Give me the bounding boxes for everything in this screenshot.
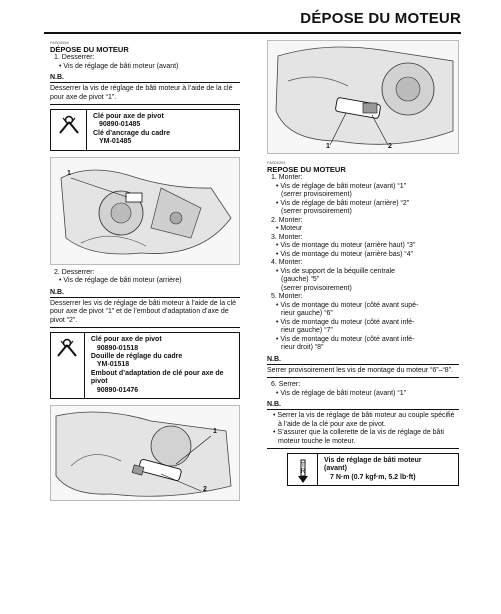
- engine-mount-front-illustration: [50, 157, 240, 265]
- note-text: Desserrer les vis de réglage de bâti moteur à l’aide de la clé pour axe de pivot “1” et de l’embout d’adaptation d’axe de pivot “2”.: [50, 299, 236, 324]
- note-label: N.B.: [50, 288, 240, 298]
- step-1: 1. Monter:: [271, 174, 303, 181]
- engine-installation-illustration: [267, 40, 459, 154]
- section-code: FAS00261: [267, 160, 286, 165]
- torque-item: Vis de réglage de bâti moteur: [324, 457, 422, 464]
- step-bullet-continued: (serrer provisoirement): [281, 284, 352, 292]
- torque-item: (avant): [324, 465, 347, 473]
- step-6: 6. Serrer:: [271, 381, 301, 388]
- note-text: Serrer provisoirement les vis de montage du moteur “6”–“8”.: [267, 366, 453, 374]
- callout-1: 1: [213, 427, 217, 435]
- tool-icon: [51, 110, 87, 150]
- step-1-bullet: • Vis de réglage de bâti moteur (avant): [59, 62, 179, 70]
- torque-value: 7 N·m (0.7 kgf·m, 5.2 lb·ft): [330, 473, 416, 481]
- note-label: N.B.: [267, 355, 459, 365]
- tool-name: Clé d’ancrage du cadre: [93, 129, 171, 137]
- tool-number: 90890-01518: [96, 344, 139, 352]
- special-tool-box: [50, 332, 240, 399]
- step-2: 2. Monter:: [271, 216, 303, 224]
- step-bullet: • Vis de montage du moteur (arrière bas) “4”: [276, 250, 413, 258]
- tool-icon: [51, 333, 85, 398]
- tool-number: 90890-01476: [96, 386, 139, 394]
- tool-number: 90890-01485: [99, 121, 141, 129]
- step-bullet-continued: rieur droit) “8”: [281, 344, 324, 351]
- tool-name: Embout d’adaptation de clé pour axe de pivot: [90, 369, 224, 386]
- step-bullet-continued: (gauche) “5”: [281, 276, 320, 283]
- section-heading-removal: DÉPOSE DU MOTEUR: [50, 45, 129, 54]
- step-bullet: • Vis de montage du moteur (côté avant infé-: [276, 335, 415, 343]
- step-bullet-continued: rieur gauche) “7”: [281, 327, 333, 334]
- callout-1: 1: [67, 169, 71, 177]
- svg-text:T: T: [300, 463, 305, 469]
- tool-name: Douille de réglage du cadre: [90, 352, 183, 360]
- note-end-rule: [267, 377, 459, 378]
- tool-name: Clé pour axe de pivot: [90, 336, 162, 344]
- step-5: 5. Monter:: [271, 293, 303, 300]
- note-label: N.B.: [50, 73, 240, 83]
- tool-name: Clé pour axe de pivot: [93, 113, 164, 120]
- page-title: DÉPOSE DU MOTEUR: [300, 10, 461, 27]
- step-bullet-continued: (serrer provisoirement): [281, 191, 352, 198]
- step-bullet: • Vis de réglage de bâti moteur (avant) “1”: [276, 389, 406, 397]
- callout-1: 1: [326, 143, 330, 150]
- step-bullet: • Vis de montage du moteur (côté avant supé-: [276, 301, 419, 309]
- step-bullet: • Vis de réglage de bâti moteur (avant) “1”: [276, 182, 406, 190]
- step-2-bullet: • Vis de réglage de bâti moteur (arrière): [59, 277, 182, 285]
- torque-wrench-icon: [288, 454, 318, 485]
- step-bullet-continued: rieur gauche) “6”: [281, 310, 333, 317]
- torque-spec: [318, 454, 428, 485]
- note-end-rule: [267, 448, 459, 449]
- tool-list: [85, 333, 239, 398]
- step-2: 2. Desserrer:: [54, 268, 95, 276]
- special-tool-box: [50, 109, 240, 151]
- note-bullet: • S’assurer que la collerette de la vis de réglage de bâti moteur touche le moteur.: [273, 429, 444, 445]
- tool-number: YM-01485: [99, 138, 132, 146]
- note-end-rule: [50, 327, 240, 328]
- step-bullet: • Vis de réglage de bâti moteur (arrière) “2”: [276, 199, 410, 207]
- step-bullet: • Vis de montage du moteur (arrière haut) “3”: [276, 242, 416, 249]
- engine-mount-rear-illustration: [50, 405, 240, 501]
- step-1: 1. Desserrer:: [54, 54, 95, 61]
- step-3: 3. Monter:: [271, 233, 303, 241]
- title-rule: [44, 32, 461, 34]
- step-4: 4. Monter:: [271, 259, 303, 266]
- note-bullet: • Serrer la vis de réglage de bâti moteur au couple spécifié à l’aide de la clé pour axe de pivot.: [273, 412, 455, 428]
- step-bullet: • Moteur: [276, 225, 303, 232]
- section-code: FAS00058: [50, 40, 69, 45]
- callout-2: 2: [388, 143, 392, 150]
- step-bullet: • Vis de support de la béquille centrale: [276, 267, 396, 275]
- section-heading-installation: REPOSE DU MOTEUR: [267, 165, 346, 174]
- svg-text:R: R: [300, 469, 305, 475]
- tool-number: YM-01518: [96, 361, 130, 369]
- note-end-rule: [50, 104, 240, 105]
- note-text: Desserrer la vis de réglage de bâti moteur à l’aide de la clé pour axe de pivot “1”.: [50, 85, 233, 101]
- step-bullet-continued: (serrer provisoirement): [281, 208, 352, 215]
- step-bullet: • Vis de montage du moteur (côté avant infé-: [276, 318, 415, 326]
- left-column: [50, 40, 240, 501]
- callout-2: 2: [203, 485, 207, 493]
- tool-list: [87, 110, 176, 150]
- torque-spec-box: [287, 453, 459, 486]
- right-column: [267, 40, 459, 490]
- note-label: N.B.: [267, 400, 459, 410]
